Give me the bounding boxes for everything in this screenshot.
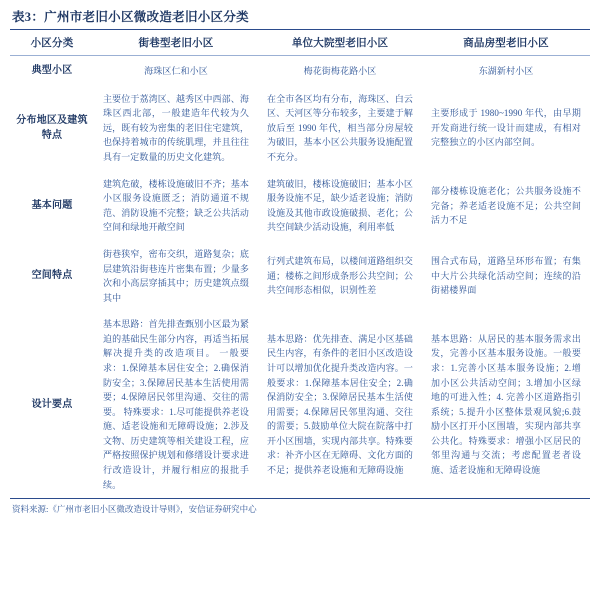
column-header-commercial-housing-type: 商品房型老旧小区 bbox=[422, 30, 590, 56]
column-header-category: 小区分类 bbox=[10, 30, 94, 56]
cell-design-street-lane: 基本思路：首先排查甄别小区最为紧迫的基础民生部分内容，再适当拓展解决提升类的改造项目。 一般要求：1.保障基本居住安全；2.确保消防安全；3.保障居民基本生活使用需要；4.保障居民邻里沟通、交往的需要。 特殊要求：1.尽可能提供养老设施、适老设施和无障碍设施；2.涉及文物、历史建筑等相关建设工程，应严格按照保护规划和修缮设计要求进行改造设计，并履行相应的报批手续。 bbox=[94, 311, 258, 498]
table-header-row bbox=[10, 30, 590, 56]
row-label-basic-problems: 基本问题 bbox=[31, 200, 73, 212]
source-note: 资料来源:《广州市老旧小区微改造设计导则》，安信证券研究中心 bbox=[12, 504, 257, 515]
table-row bbox=[10, 86, 590, 171]
row-label-spatial-features: 空间特点 bbox=[31, 270, 73, 282]
cell-spatial-street-lane: 街巷狭窄，密布交织，道路复杂；底层建筑沿街巷连片密集布置；少量多次和小高层穿插其中；历史建筑点缀其中 bbox=[103, 248, 249, 303]
cell-typical-street-lane: 海珠区仁和小区 bbox=[144, 65, 208, 76]
cell-spatial-work-unit: 行列式建筑布局，以楼间道路组织交通；楼栋之间形成条形公共空间；公共空间形态相似，识别性差 bbox=[267, 256, 413, 296]
cell-distribution-street-lane: 主要位于荔湾区、越秀区中西部、海珠区西北部，一般建造年代较为久远，既有较为密集的老旧住宅建筑，也保持着城市的传统肌理，并且往往具有一定数量的历史文化建筑。 bbox=[103, 93, 249, 163]
column-header-street-lane-type: 街巷型老旧小区 bbox=[94, 30, 258, 56]
table-title: 表3：广州市老旧小区微改造老旧小区分类 bbox=[12, 10, 249, 24]
table-row bbox=[10, 241, 590, 311]
table-row bbox=[10, 171, 590, 241]
row-label-typical-community: 典型小区 bbox=[31, 65, 73, 77]
row-label-design-points: 设计要点 bbox=[10, 311, 94, 498]
cell-spatial-commercial: 围合式布局，道路呈环形布置；有集中大片公共绿化活动空间；连续的沿街裙楼界面 bbox=[431, 256, 581, 296]
cell-distribution-commercial: 主要形成于 1980~1990 年代，由早期开发商进行统一设计而建成，有相对完整独立的小区内部空间。 bbox=[431, 108, 581, 148]
cell-design-commercial: 基本思路：从居民的基本服务需求出发，完善小区基本服务设施。一般要求：1.完善小区基本服务设施；2.增加小区公共活动空间；3.增加小区绿地的可进入性；4. 完善小区道路指引系统；5.提升小区整体景观风貌;6.鼓励小区打开小区围墙，实现内部共享公共化。特殊要求：增强小区居民的邻里沟通与交流；考虑配置老者设施、适老设施和无障碍设施 bbox=[422, 311, 590, 498]
cell-problems-street-lane: 建筑危破，楼栋设施破旧不齐；基本小区服务设施匮乏；消防通道不规范、消防设施不完整；缺乏公共活动空间和绿地开敞空间 bbox=[103, 178, 249, 233]
cell-distribution-work-unit: 在全市各区均有分布，海珠区、白云区、天河区等分布较多，主要建于解放后至 1990 年代，相当部分房屋较为破旧，基本小区公共服务设施配置不充分。 bbox=[267, 93, 413, 163]
cell-design-work-unit: 基本思路：优先排查、满足小区基础民生内容，有条件的老旧小区改造设计可以增加优化提升类改造内容。一般要求：1.保障基本居住安全；2.确保消防安全；3.保障居民基本生活使用需要；4.保障居民邻里沟通、交往的需要；5.鼓励单位大院在院落中打开小区围墙，实现内部共享。特殊要求：补齐小区在无障碍、文化方面的不足；提供养老设施和无障碍设施 bbox=[258, 311, 422, 498]
table-row bbox=[10, 56, 590, 86]
table-row bbox=[10, 311, 590, 498]
table-body bbox=[10, 56, 590, 499]
cell-problems-work-unit: 建筑破旧，楼栋设施破旧；基本小区服务设施不足，缺少适老设施；消防设施及其他市政设施破损、老化；公共空间缺少活动设施，利用率低 bbox=[267, 178, 413, 233]
cell-typical-commercial: 东湖新村小区 bbox=[478, 65, 534, 76]
cell-problems-commercial: 部分楼栋设施老化；公共服务设施不完备；养老适老设施不足；公共空间活力不足 bbox=[431, 185, 581, 226]
table-header bbox=[10, 30, 590, 56]
classification-table bbox=[10, 29, 590, 499]
cell-typical-work-unit: 梅花街梅花路小区 bbox=[303, 65, 377, 76]
row-label-distribution-and-architecture: 分布地区及建筑特点 bbox=[16, 114, 88, 142]
column-header-work-unit-compound-type: 单位大院型老旧小区 bbox=[258, 30, 422, 56]
